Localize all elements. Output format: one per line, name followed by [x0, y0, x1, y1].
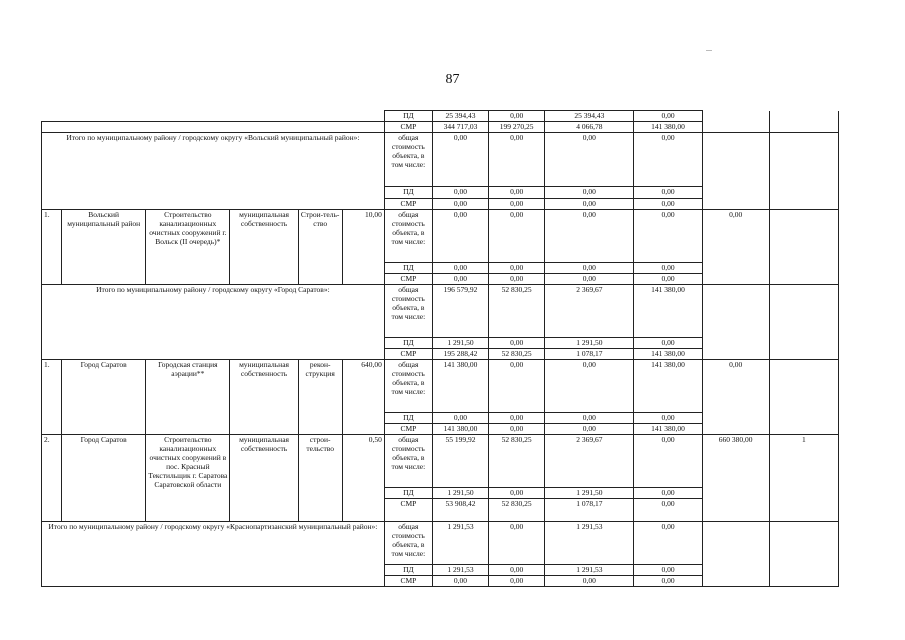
- table-row: 1. Вольский муниципальный район Строительство канализационных очистных сооружений г. Вольск (II очередь)* муниципальная собственность Строи-тель-ство 10,00 общая стоимость объекта, в том числе: 0,00 0,00 0,00 0,00 0,00: [42, 210, 839, 263]
- table-row: СМР 0,00 0,00 0,00 0,00: [42, 198, 839, 209]
- table-row: Итого по муниципальному району / городскому округу «Вольский муниципальный район»: общая стоимость объекта, в том числе: 0,00 0,00 0,00 0,00: [42, 133, 839, 187]
- table-row: СМР 141 380,00 0,00 0,00 141 380,00: [42, 424, 839, 435]
- page-number: 87: [445, 72, 460, 87]
- table-row: ПД 25 394,43 0,00 25 394,43 0,00: [42, 111, 839, 122]
- table-row: СМР 0,00 0,00 0,00 0,00: [42, 274, 839, 285]
- table-row: СМР 0,00 0,00 0,00 0,00: [42, 576, 839, 587]
- table-row: ПД 1 291,50 0,00 1 291,50 0,00: [42, 488, 839, 499]
- table-row: ПД 1 291,53 0,00 1 291,53 0,00: [42, 565, 839, 576]
- table-row: СМР 344 717,03 199 270,25 4 066,78 141 380,00: [42, 122, 839, 133]
- section-title: Итого по муниципальному району / городскому округу «Вольский муниципальный район»:: [42, 133, 385, 210]
- scan-mark: [706, 50, 712, 51]
- table-row: ПД 0,00 0,00 0,00 0,00: [42, 263, 839, 274]
- section-title: Итого по муниципальному району / городскому округу «Краснопартизанский муниципальный район»:: [42, 522, 385, 587]
- section-title: Итого по муниципальному району / городскому округу «Город Саратов»:: [42, 285, 385, 360]
- table-row: СМР 53 908,42 52 830,25 1 078,17 0,00: [42, 499, 839, 522]
- investment-table: [41, 110, 839, 587]
- table-row: Итого по муниципальному району / городскому округу «Краснопартизанский муниципальный район»: общая стоимость объекта, в том числе: 1 291,53 0,00 1 291,53 0,00: [42, 522, 839, 565]
- table-row: 1. Город Саратов Городская станция аэрации** муниципальная собственность рекон-струкция 640,00 общая стоимость объекта, в том числе: 141 380,00 0,00 0,00 141 380,00 0,00: [42, 360, 839, 413]
- table-row: 2. Город Саратов Строительство канализационных очистных сооружений в пос. Красный Текстильщик г. Саратова Саратовской области муниципальная собственность строи-тельство 0,50 общая стоимость объекта, в том числе: 55 199,92 52 830,25 2 369,67 0,00 660 380,00 1: [42, 435, 839, 488]
- table-row: ПД 1 291,50 0,00 1 291,50 0,00: [42, 338, 839, 349]
- table-row: СМР 195 288,42 52 830,25 1 078,17 141 380,00: [42, 349, 839, 360]
- table-row: ПД 0,00 0,00 0,00 0,00: [42, 413, 839, 424]
- table-row: ПД 0,00 0,00 0,00 0,00: [42, 187, 839, 198]
- table-row: Итого по муниципальному району / городскому округу «Город Саратов»: общая стоимость объекта, в том числе: 196 579,92 52 830,25 2 369,67 141 380,00: [42, 285, 839, 338]
